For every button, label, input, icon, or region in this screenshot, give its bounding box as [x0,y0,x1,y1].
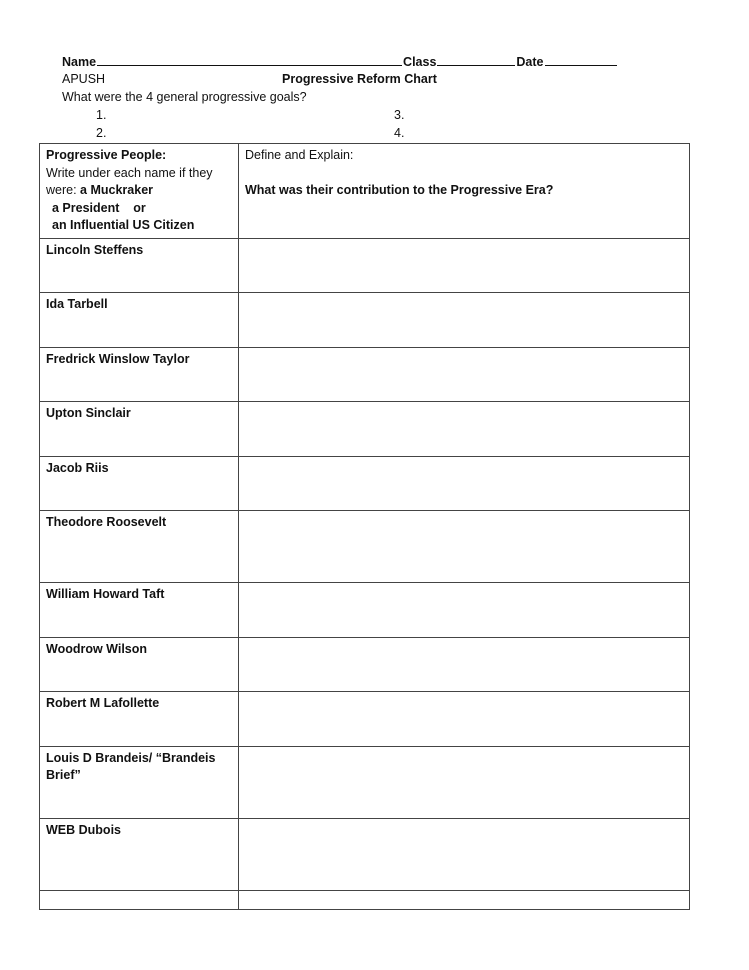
class-blank[interactable] [437,53,515,66]
role-muckraker: a Muckraker [80,183,154,197]
blank-cell[interactable] [40,890,239,909]
progressive-reform-table [39,143,690,910]
blank-row [40,890,690,909]
people-header-instr-2: were: [46,183,81,197]
answer-cell[interactable] [239,238,690,293]
table-row [40,293,690,348]
person-name: Lincoln Steffens [40,238,239,293]
person-name: Woodrow Wilson [40,637,239,692]
table-row [40,347,690,402]
person-name: WEB Dubois [40,818,239,890]
table-row [40,511,690,583]
date-label: Date [516,55,544,69]
person-name: Ida Tarbell [40,293,239,348]
role-or: or [133,200,146,215]
contribution-question: What was their contribution to the Progressive Era? [245,183,554,197]
goal-number-3: 3. [394,108,405,122]
table-row [40,637,690,692]
table-row [40,692,690,747]
answer-cell[interactable] [239,347,690,402]
answer-cell[interactable] [239,583,690,638]
answer-cell[interactable] [239,692,690,747]
name-blank[interactable] [97,53,402,66]
page-title: Progressive Reform Chart [282,72,437,86]
goal-number-4: 4. [394,126,405,140]
person-name: Fredrick Winslow Taylor [40,347,239,402]
answer-cell[interactable] [239,637,690,692]
blank-cell[interactable] [239,890,690,909]
define-header-cell [239,144,690,239]
answer-cell[interactable] [239,511,690,583]
goal-number-1: 1. [96,108,107,122]
people-header-instr-1: Write under each name if they [46,165,213,180]
people-header-cell [40,144,239,239]
answer-cell[interactable] [239,293,690,348]
goals-question: What were the 4 general progressive goals? [62,90,307,104]
role-president: a President [52,200,120,215]
table-row [40,238,690,293]
class-label: Class [403,55,437,69]
answer-cell[interactable] [239,818,690,890]
answer-cell[interactable] [239,456,690,511]
answer-cell[interactable] [239,402,690,457]
person-name: Upton Sinclair [40,402,239,457]
date-blank[interactable] [545,53,617,66]
table-row [40,746,690,818]
person-name: Theodore Roosevelt [40,511,239,583]
table-row [40,402,690,457]
name-class-date-line [62,53,618,70]
people-header-title: Progressive People: [46,148,167,162]
table-row [40,818,690,890]
define-header-line: Define and Explain: [245,148,354,162]
person-name: Jacob Riis [40,456,239,511]
table-header-row [40,144,690,239]
person-name: Robert M Lafollette [40,692,239,747]
table-row [40,456,690,511]
answer-cell[interactable] [239,746,690,818]
name-label: Name [62,55,97,69]
role-president-line [46,200,232,218]
person-name: Louis D Brandeis/ “Brandeis Brief” [40,746,239,818]
course-label: APUSH [62,72,106,86]
goal-number-2: 2. [96,126,107,140]
table-row [40,583,690,638]
role-citizen: an Influential US Citizen [52,218,195,232]
person-name: William Howard Taft [40,583,239,638]
